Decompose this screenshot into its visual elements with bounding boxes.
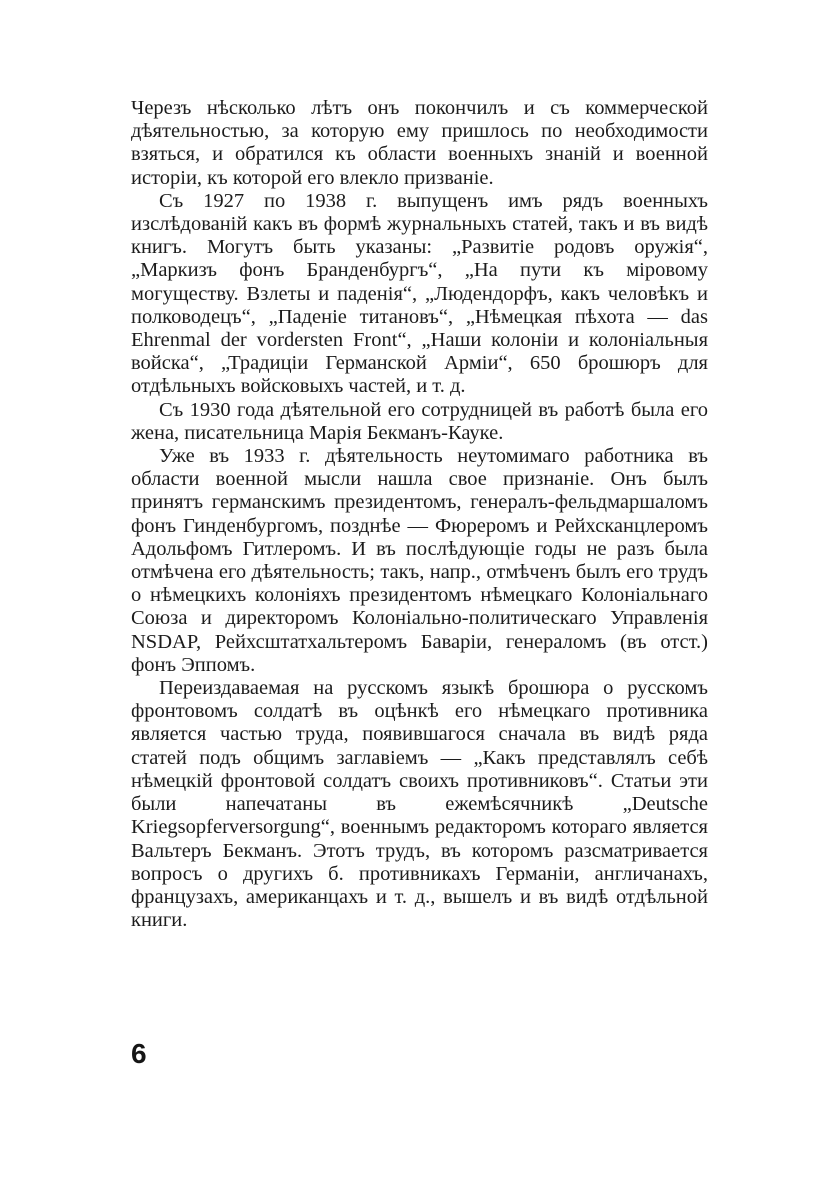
paragraph-collaborator: Съ 1930 года дѣятельной его сотрудницей въ работѣ была его жена, писательница Марiя Бекманъ-Кауке.: [131, 398, 708, 444]
body-text: [131, 97, 708, 932]
paragraph-brochure: Переиздаваемая на русскомъ языкѣ брошюра о русскомъ фронтовомъ солдатѣ въ оцѣнкѣ его нѣмецкаго противника является частью труда, появившагося сначала въ видѣ ряда статей подъ общимъ заглавiемъ — „Какъ представлялъ себѣ нѣмецкiй фронтовой солдатъ своихъ противниковъ“. Статьи эти были напечатаны въ ежемѣсячникѣ „Deutsche Kriegsopferversorgung“, военнымъ редакторомъ котораго является Вальтеръ Бекманъ. Этотъ трудъ, въ которомъ разсматривается вопросъ о другихъ б. противникахъ Германiи, англичанахъ, французахъ, американцахъ и т. д., вышелъ и въ видѣ отдѣльной книги.: [131, 677, 708, 932]
paragraph-publications: Съ 1927 по 1938 г. выпущенъ имъ рядъ военныхъ изслѣдованiй какъ въ формѣ журнальныхъ статей, такъ и въ видѣ книгъ. Могутъ быть указаны: „Развитiе родовъ оружiя“, „Маркизъ фонъ Бранденбургъ“, „На пути къ мiровому могуществу. Взлеты и паденiя“, „Людендорфъ, какъ человѣкъ и полководецъ“, „Паденiе титановъ“, „Нѣмецкая пѣхота — das Ehrenmal der vordersten Front“, „Наши колонiи и колонiальныя войска“, „Традицiи Германской Армiи“, 650 брошюръ для отдѣльныхъ войсковыхъ частей, и т. д.: [131, 189, 708, 398]
paragraph-recognition: Уже въ 1933 г. дѣятельность неутомимаго работника въ области военной мысли нашла свое признанiе. Онъ былъ принятъ германскимъ президентомъ, генералъ-фельдмаршаломъ фонъ Гинденбургомъ, позднѣе — Фюреромъ и Рейхсканцлеромъ Адольфомъ Гитлеромъ. И въ послѣдующiе годы не разъ была отмѣчена его дѣятельность; такъ, напр., отмѣченъ былъ его трудъ о нѣмецкихъ колонiяхъ президентомъ нѣмецкаго Колонiальнаго Союза и директоромъ Колонiально-политическаго Управленiя NSDAP, Рейхсштатхальтеромъ Баварiи, генераломъ (въ отст.) фонъ Эппомъ.: [131, 445, 708, 676]
paragraph-career-change: Черезъ нѣсколько лѣтъ онъ покончилъ и съ коммерческой дѣятельностью, за которую ему пришлось по необходимости взяться, и обратился къ области военныхъ знанiй и военной исторiи, къ которой его влекло призванie.: [131, 97, 708, 189]
page-number: 6: [131, 1038, 147, 1069]
